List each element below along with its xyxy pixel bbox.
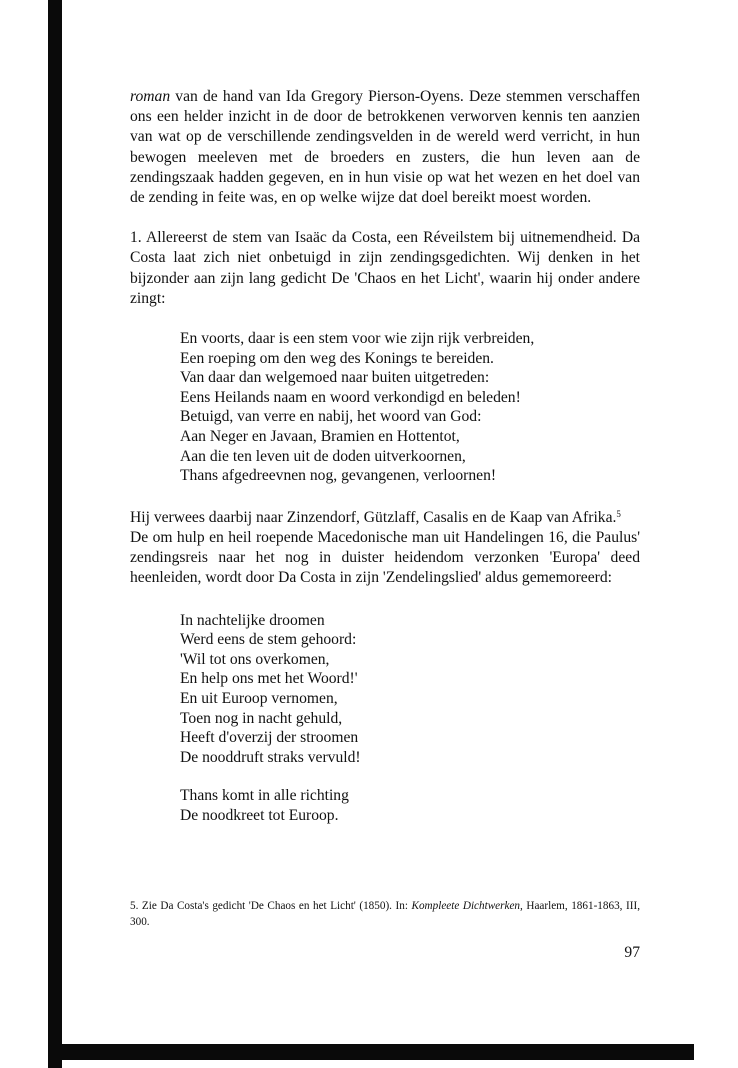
macedonian-paragraph: De om hulp en heil roepende Macedonische man uit Handelingen 16, die Paulus' zendingsreis naar het nog in duister heidendom verzonken 'Europa' deed heenleiden, wordt door Da Costa in zijn 'Zendelingslied' aldus gememoreerd: — [130, 528, 640, 587]
intro-paragraph-text: van de hand van Ida Gregory Pierson-Oyens. Deze stemmen verschaffen ons een helder inzicht in de door de betrokkenen verworven kennis ten aanzien van wat op de verschillende zendingsvelden in de wereld werd verricht, in hun bewogen meeleven met de broeders en zusters, die hun leven aan de zendingszaak hadden gegeven, en in hun visie op wat het wezen en het doel van de zending in feite was, en op welke wijze dat doel bereikt moest worden. — [130, 88, 640, 207]
poem-line: Heeft d'overzij der stroomen — [180, 729, 359, 747]
poem-line: De noodkreet tot Euroop. — [180, 806, 339, 824]
section-1-paragraph: 1. Allereerst de stem van Isaäc da Costa, een Réveilstem bij uitnemendheid. Da Costa laat zich niet onbetuigd in zijn zendingsgedichten. Wij denken in het bijzonder aan zijn lang gedicht De 'Chaos en het Licht', waarin hij onder andere zingt: — [130, 229, 640, 307]
intro-italic-word: roman — [130, 88, 171, 105]
zinzendorf-paragraph — [130, 508, 640, 528]
poem-line: Eens Heilands naam en woord verkondigd en beleden! — [180, 388, 521, 406]
poem-line: In nachtelijke droomen — [180, 611, 325, 629]
footnote-text: 5. Zie Da Costa's gedicht 'De Chaos en het Licht' (1850). In: — [130, 900, 412, 912]
footnote — [130, 898, 640, 930]
poem-line: Van daar dan welgemoed naar buiten uitgetreden: — [180, 369, 490, 387]
page-body — [130, 87, 640, 826]
poem-line: Thans komt in alle richting — [180, 787, 349, 805]
poem-zendelingslied — [130, 611, 640, 826]
poem-line: Thans afgedreevnen nog, gevangenen, verloornen! — [180, 467, 497, 485]
poem-line: 'Wil tot ons overkomen, — [180, 650, 330, 668]
poem-line: Een roeping om den weg des Konings te bereiden. — [180, 349, 494, 367]
footnote-reference: 5 — [616, 508, 621, 519]
zinzendorf-text: Hij verwees daarbij naar Zinzendorf, Gützlaff, Casalis en de Kaap van Afrika. — [130, 508, 617, 526]
footnote-title: Kompleete Dichtwerken, — [411, 900, 523, 912]
page-number: 97 — [624, 944, 640, 961]
poem-chaos-en-licht — [130, 329, 640, 486]
poem-line: En help ons met het Woord!' — [180, 670, 358, 688]
poem-line: Toen nog in nacht gehuld, — [180, 709, 343, 727]
intro-paragraph — [130, 87, 640, 208]
poem-line: Werd eens de stem gehoord: — [180, 631, 357, 649]
footnote-citation: Haarlem, 1861-1863, III, 300. — [130, 900, 640, 928]
poem-line: Aan Neger en Javaan, Bramien en Hottentot, — [180, 428, 460, 445]
scan-border-bottom — [48, 1044, 694, 1060]
scan-border-left — [48, 0, 62, 1068]
poem-line: De nooddruft straks vervuld! — [180, 748, 361, 766]
poem-line: En voorts, daar is een stem voor wie zijn rijk verbreiden, — [180, 330, 535, 348]
poem-line: Betuigd, van verre en nabij, het woord van God: — [180, 408, 482, 426]
poem-line: Aan die ten leven uit de doden uitverkoornen, — [180, 447, 466, 465]
poem-line: En uit Euroop vernomen, — [180, 689, 338, 707]
